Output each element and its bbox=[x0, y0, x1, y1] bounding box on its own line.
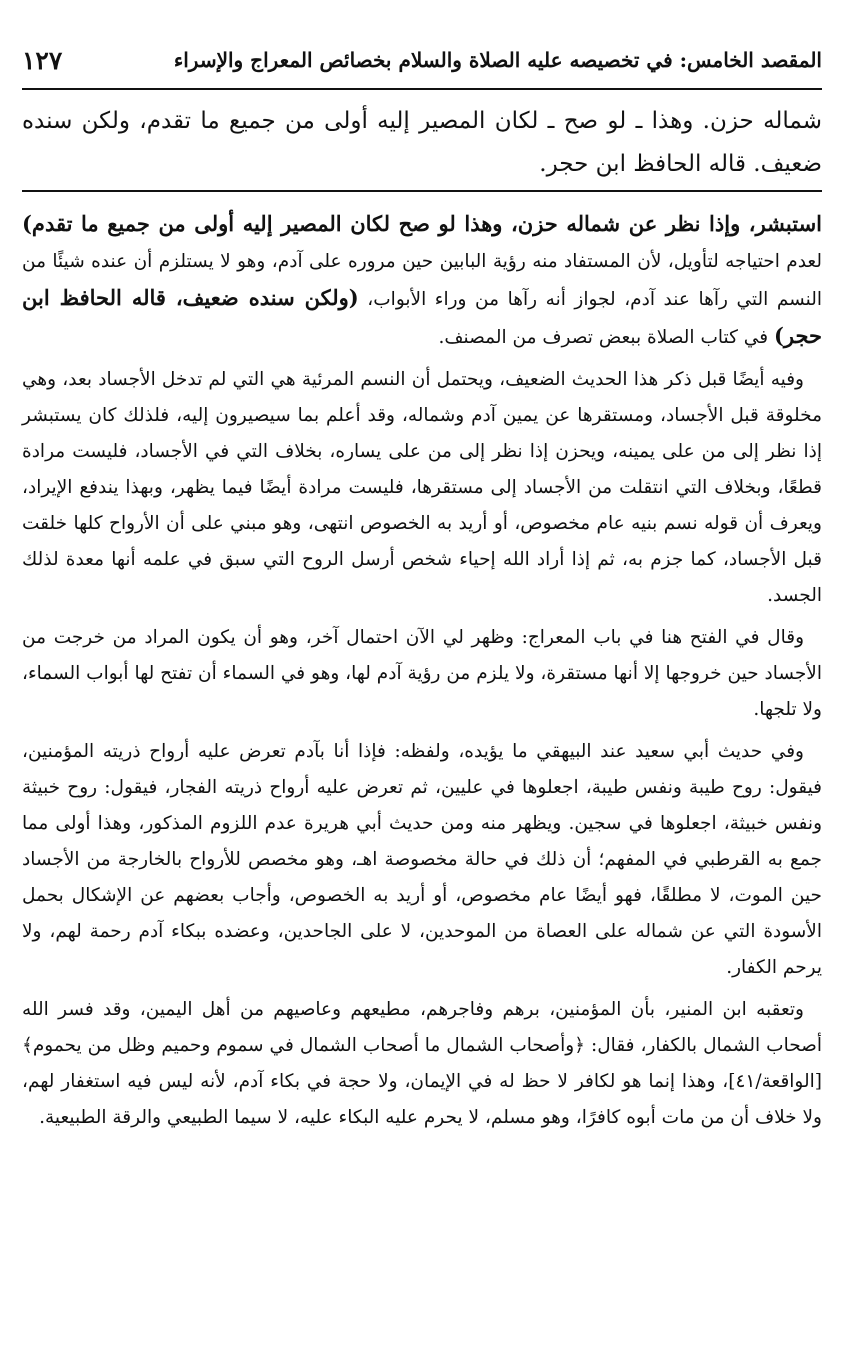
commentary-paragraph: وتعقبه ابن المنير، بأن المؤمنين، برهم وفاجرهم، مطيعهم وعاصيهم من أهل اليمين، وقد فسر الله أصحاب الشمال بالكفار، فقال: ﴿وأصحاب الشمال ما أصحاب الشمال في سموم وحميم وظل من يحموم﴾ [الواقعة/٤١]، وهذا إنما هو لكافر لا حظ له في الإيمان، ولا حجة في بكاء آدم، لأنه ليس فيه استغفار لهم، ولا خلاف أن من مات أبوه كافرًا، وهو مسلم، لا يحرم عليه البكاء عليه، لا سيما الطبيعي والرقة الطبيعية. bbox=[22, 999, 822, 1128]
quoted-matn: (ولكن سنده ضعيف، قاله الحافظ ابن حجر) bbox=[22, 285, 822, 348]
commentary-paragraph: وقال في الفتح هنا في باب المعراج: وظهر لي الآن احتمال آخر، وهو أن يكون المراد من خرجت من الأجساد حين خروجها إلا أنها مستقرة، ولا يلزم من رؤية آدم لها، وهو في السماء أن تفتح لها أبواب السماء، ولا تلجها. bbox=[22, 627, 822, 720]
commentary-text: في كتاب الصلاة ببعض تصرف من المصنف. bbox=[438, 327, 774, 348]
matn-text: شماله حزن. وهذا ـ لو صح ـ لكان المصير إليه أولى من جميع ما تقدم، ولكن سنده ضعيف. قاله الحافظ ابن حجر. bbox=[22, 108, 822, 177]
commentary-text: لعدم احتياجه لتأويل، لأن المستفاد منه رؤية البابين حين مروره على آدم، وهو لا يستلزم أن عنده شيئًا من النسم التي رآها عند آدم، لجواز أنه رآها من وراء الأبواب، bbox=[22, 251, 823, 310]
commentary-paragraph bbox=[22, 206, 822, 356]
quoted-matn: استبشر، وإذا نظر عن شماله حزن، وهذا لو صح لكان المصير إليه أولى من جميع ما تقدم) bbox=[22, 211, 822, 236]
commentary-paragraph: وفيه أيضًا قبل ذكر هذا الحديث الضعيف، ويحتمل أن النسم المرئية هي التي لم تدخل الأجساد بعد، وهي مخلوقة قبل الأجساد، ومستقرها عن يمين آدم وشماله، وقد أعلم بما سيصيرون إليه، فلذلك كان يستبشر إذا نظر إلى من على يمينه، ويحزن إذا نظر إلى من على يساره، بخلاف التي في الأجساد، فليست مرادة قطعًا، وبخلاف التي انتقلت من الأجساد إلى مستقرها، فليست مرادة أيضًا فيما يظهر، وبهذا يندفع الإيراد، ويعرف أن قوله نسم بنيه عام مخصوص، أو أريد به الخصوص انتهى، وهو مبني على أن الأرواح كلها خلقت قبل الأجساد، كما جزم به، ثم إذا أراد الله إحياء شخص أرسل الروح التي سبق في علمه أنها معدة لذلك الجسد. bbox=[22, 369, 822, 606]
commentary bbox=[22, 206, 822, 1142]
commentary-paragraph: وفي حديث أبي سعيد عند البيهقي ما يؤيده، ولفظه: فإذا أنا بآدم تعرض عليه أرواح ذريته المؤمنين، فيقول: روح طيبة ونفس طيبة، اجعلوها في عليين، ثم تعرض عليه أرواح ذريته الفجار، فيقول: روح خبيثة ونفس خبيثة، اجعلوها في سجين. ويظهر منه ومن حديث أبي هريرة عدم اللزوم المذكور، وهذا أولى مما جمع به القرطبي في المفهم؛ أن ذلك في حالة مخصوصة اهـ، وهو مخصص للأرواح بالخارجة من الأجساد حين الموت، لا مطلقًا، فهو أيضًا عام مخصوص، أو أريد به الخصوص، وأجاب بعضهم عن الإشكال بحمل الأسودة التي عن شماله على العصاة من الموحدين، لا على الجاحدين، وعضده ببكاء آدم رحمة لهم، ولا يرحم الكفار. bbox=[22, 741, 822, 978]
running-title: المقصد الخامس: في تخصيصه عليه الصلاة والسلام بخصائص المعراج والإسراء bbox=[173, 48, 822, 72]
page-number: ١٢٧ bbox=[22, 45, 63, 75]
header-rule bbox=[22, 88, 822, 90]
matn-divider bbox=[22, 190, 822, 192]
page-header bbox=[22, 38, 822, 82]
